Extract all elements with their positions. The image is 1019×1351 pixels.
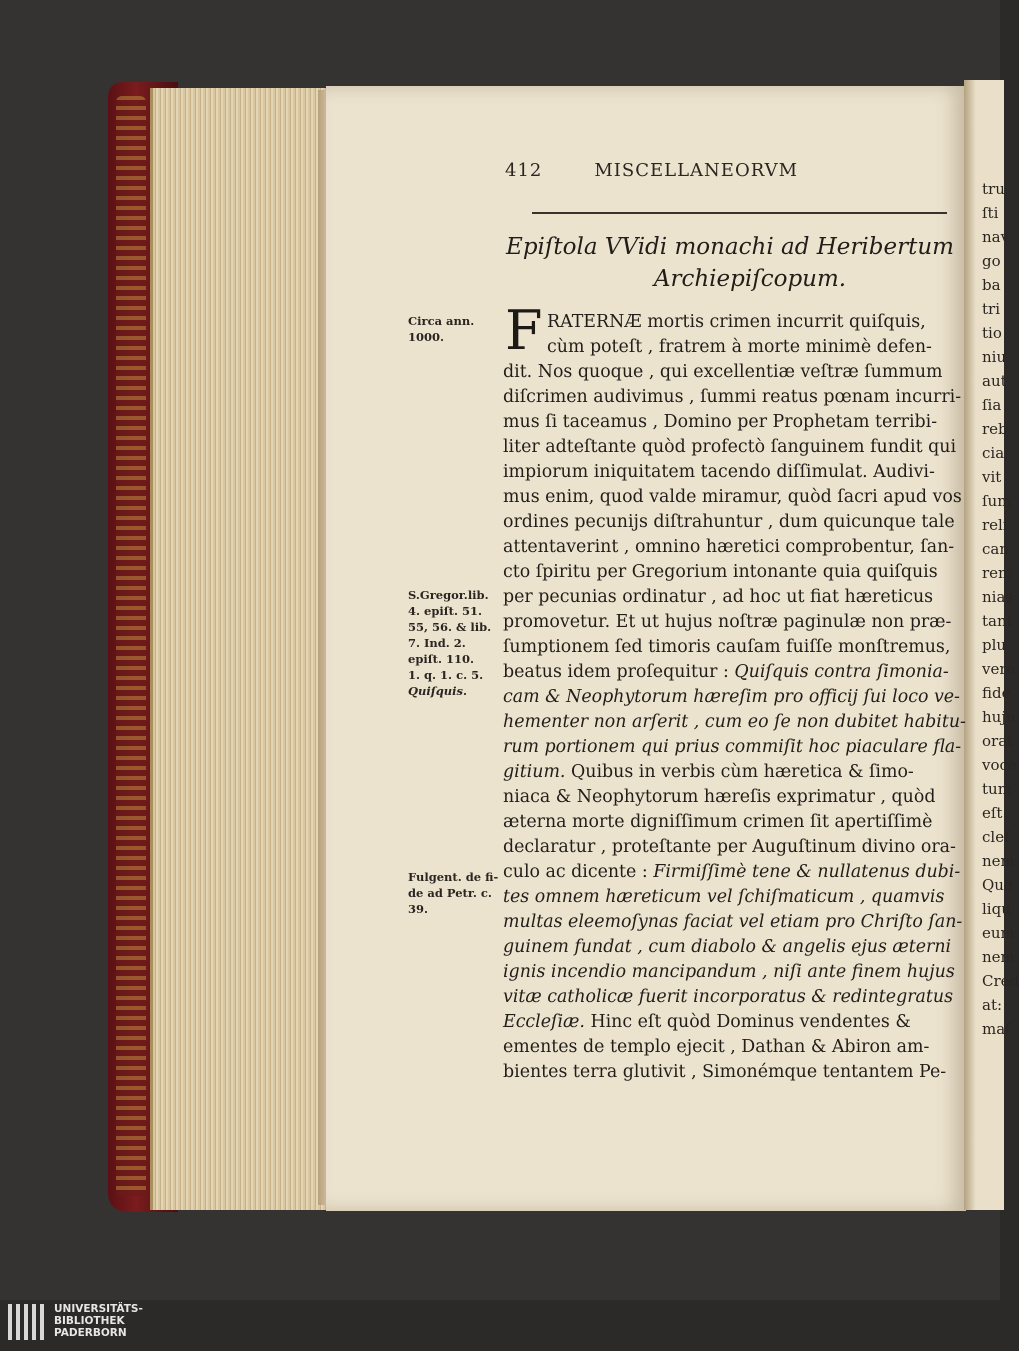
facing-fragment: Que: [982, 876, 1013, 894]
page-edges: [150, 88, 328, 1210]
margin-note: Quiſquis.: [408, 684, 467, 698]
facing-fragment: ſum: [982, 492, 1012, 510]
facing-fragment: tri: [982, 300, 1000, 318]
body-line: RATERNÆ mortis crimen incurrit quiſquis,: [547, 312, 926, 332]
margin-note: epiſt. 110.: [408, 652, 475, 666]
facing-fragment: vit: [982, 468, 1002, 486]
margin-note: 1. q. 1. c. 5.: [408, 668, 484, 682]
facing-fragment: fide: [982, 684, 1011, 702]
quotation-text: gitium.: [503, 762, 566, 782]
body-line: bientes terra glutivit , Simonémque tentantem Pe-: [503, 1062, 947, 1082]
facing-fragment: nem: [982, 948, 1015, 966]
margin-note: 55, 56. & lib.: [408, 620, 492, 634]
library-name-line-2: BIBLIOTHEK: [54, 1315, 125, 1327]
body-line: mus ſi taceamus , Domino per Prophetam terribi-: [503, 412, 938, 432]
facing-fragment: eſt.: [982, 804, 1008, 822]
quotation-text: Eccleſiæ.: [503, 1012, 585, 1032]
library-name: [54, 1303, 143, 1339]
body-line: niaca & Neophytorum hæreſis exprimatur , quòd: [503, 787, 936, 807]
facing-fragment: plu: [982, 636, 1007, 654]
body-line: [503, 660, 949, 685]
epistle-title-line-1: Epiſtola VVidi monachi ad Heribertum: [506, 234, 954, 260]
facing-fragment: eum: [982, 924, 1015, 942]
quotation-line: guinem fundat , cum diabolo & angelis ejus æterni: [503, 937, 952, 957]
facing-fragment: nem: [982, 852, 1015, 870]
gilt-ornament-border: [116, 96, 146, 1196]
facing-fragment: ba: [982, 276, 1001, 294]
quotation-line: ignis incendio mancipandum , niſi ante finem hujus: [503, 962, 955, 982]
facing-fragment: reb: [982, 420, 1008, 438]
margin-note: 4. epiſt. 51.: [408, 604, 483, 618]
body-text: culo ac dicente :: [503, 862, 648, 882]
facing-fragment: ſia: [982, 396, 1002, 414]
quotation-line: hementer non arſerit , cum eo ſe non dubitet habitu-: [503, 712, 966, 732]
margin-note: 39.: [408, 902, 429, 916]
page-number: 412: [505, 160, 543, 181]
body-line: cto ſpiritu per Gregorium intonante quia quiſquis: [503, 562, 938, 582]
body-line: [503, 1010, 911, 1035]
body-line: ſumptionem ſed timoris cauſam fuiſſe monſtremus,: [503, 637, 951, 657]
facing-fragment: niu: [982, 348, 1007, 366]
running-title: MISCELLANEORVM: [594, 160, 799, 181]
header-rule: [532, 212, 947, 214]
body-line: [503, 860, 960, 885]
facing-fragment: at:: [982, 996, 1003, 1014]
library-logo-icon: [8, 1304, 48, 1340]
body-line: promovetur. Et ut hujus noſtræ paginulæ non præ-: [503, 612, 952, 632]
facing-fragment: voce: [982, 756, 1017, 774]
quotation-text: Quiſquis contra ſimonia-: [734, 662, 949, 682]
quotation-line: tes omnem hæreticum vel ſchiſmaticum , quamvis: [503, 887, 945, 907]
facing-fragment: rem: [982, 564, 1013, 582]
facing-fragment: go: [982, 252, 1001, 270]
epistle-title-line-2: Archiepiſcopum.: [653, 266, 847, 292]
body-line: mus enim, quod valde miramur, quòd ſacri apud vos: [503, 487, 962, 507]
facing-fragment: huju: [982, 708, 1016, 726]
facing-fragment: vere: [982, 660, 1016, 678]
margin-note: 7. Ind. 2.: [408, 636, 466, 650]
body-line: dit. Nos quoque , qui excellentiæ veſtræ ſummum: [503, 362, 943, 382]
body-line: cùm poteſt , fratrem à morte minimè defen-: [547, 337, 932, 357]
body-line: diſcrimen audivimus , ſummi reatus pœnam incurri-: [503, 387, 962, 407]
facing-fragment: tru: [982, 180, 1005, 198]
facing-fragment: Cred: [982, 972, 1019, 990]
margin-note: Fulgent. de fi-: [408, 870, 499, 884]
body-line: per pecunias ordinatur , ad hoc ut fiat hæreticus: [503, 587, 934, 607]
facing-fragment: nias: [982, 588, 1014, 606]
body-line: [503, 760, 914, 785]
margin-note: S.Gregor.lib.: [408, 588, 489, 602]
body-text: Hinc eſt quòd Dominus vendentes &: [590, 1012, 911, 1032]
facing-fragment: orat: [982, 732, 1014, 750]
facing-fragment: can: [982, 540, 1010, 558]
library-name-line-3: PADERBORN: [54, 1327, 127, 1339]
library-name-line-1: UNIVERSITÄTS-: [54, 1303, 143, 1315]
facing-fragment: tant: [982, 612, 1013, 630]
quotation-line: rum portionem qui prius commiſit hoc piaculare fla-: [503, 737, 962, 757]
body-text: beatus idem proſequitur :: [503, 662, 729, 682]
body-line: impiorum iniquitatem tacendo diſſimulat. Audivi-: [503, 462, 935, 482]
facing-fragment: cia: [982, 444, 1005, 462]
margin-note: 1000.: [408, 330, 445, 344]
body-line: æterna morte digniſſimum crimen ſit apertiſſimè: [503, 812, 933, 832]
facing-fragment: liqu: [982, 900, 1011, 918]
facing-page: [964, 80, 1019, 1210]
running-head: [505, 160, 798, 181]
facing-fragment: reli: [982, 516, 1008, 534]
margin-note: Circa ann.: [408, 314, 475, 328]
body-line: liter adteſtante quòd profectò ſanguinem fundit qui: [503, 437, 957, 457]
facing-fragment: tio: [982, 324, 1002, 342]
body-line: attentaverint , omnino hæretici comprobentur, ſan-: [503, 537, 955, 557]
library-footer: [0, 1300, 1000, 1351]
body-line: ementes de templo ejecit , Dathan & Abiron am-: [503, 1037, 930, 1057]
quotation-line: multas eleemoſynas faciat vel etiam pro Chriſto ſan-: [503, 912, 963, 932]
quotation-line: cam & Neophytorum hæreſim pro officij ſui loco ve-: [503, 687, 960, 707]
quotation-line: vitæ catholicæ fuerit incorporatus & redintegratus: [503, 987, 953, 1007]
facing-fragment: aut: [982, 372, 1007, 390]
body-line: ordines pecunijs diſtrahuntur , dum quicunque tale: [503, 512, 955, 532]
margin-note: de ad Petr. c.: [408, 886, 492, 900]
quotation-text: Firmiſſimè tene & nullatenus dubi-: [653, 862, 961, 882]
facing-fragment: tum: [982, 780, 1012, 798]
facing-fragment: ſti: [982, 204, 999, 222]
drop-capital: F: [505, 299, 543, 362]
body-text: Quibus in verbis cùm hæretica & ſimo-: [571, 762, 914, 782]
facing-fragment: nav: [982, 228, 1010, 246]
facing-fragment: maſ: [982, 1020, 1011, 1038]
facing-fragment: cleſ: [982, 828, 1010, 846]
body-line: declaratur , proteſtante per Auguſtinum divino ora-: [503, 837, 956, 857]
